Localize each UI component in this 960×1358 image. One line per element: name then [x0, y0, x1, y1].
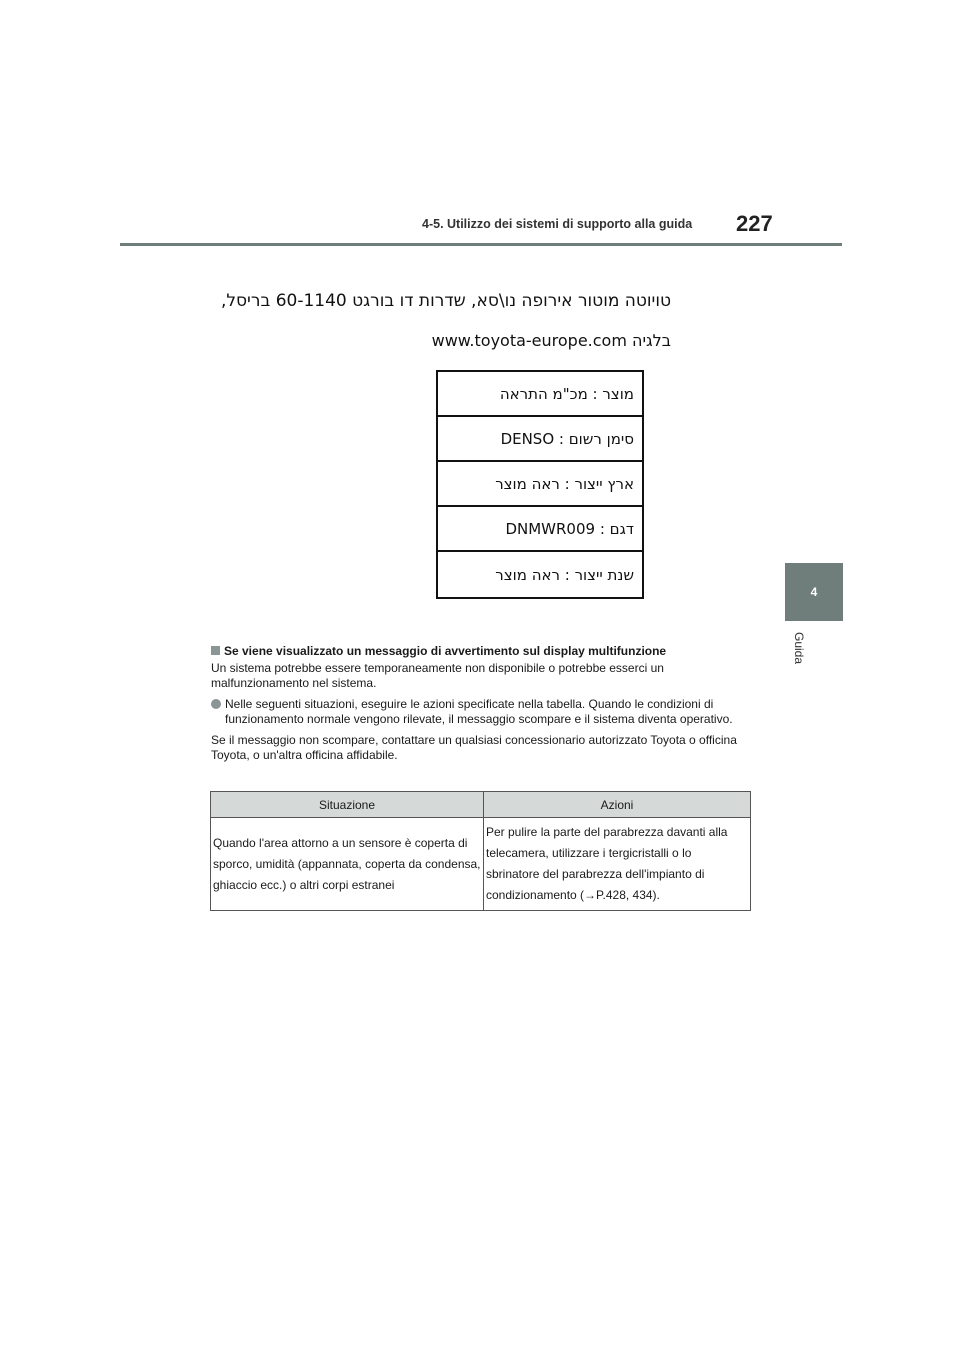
square-bullet-icon [211, 646, 220, 655]
bullet-text: Nelle seguenti situazioni, eseguire le azioni specificate nella tabella. Quando le condizioni di funzionamento normale vengono rilevate, il messaggio scompare e il sistema diventa operativo. [225, 697, 733, 726]
table-header-situation: Situazione [211, 792, 484, 818]
table-header-actions: Azioni [484, 792, 751, 818]
section-title: 4-5. Utilizzo dei sistemi di supporto alla guida [422, 217, 693, 231]
chapter-tab [785, 563, 843, 621]
table-header-row [211, 792, 751, 818]
circle-bullet-icon [211, 699, 221, 709]
label-row-model: דגם : DNMWR009 [438, 507, 642, 552]
certification-label-box [436, 370, 644, 599]
contact-paragraph: Se il messaggio non scompare, contattare un qualsiasi concessionario autorizzato Toyota o officina Toyota, o un'altra officina affidabile. [211, 733, 737, 762]
section-heading-text: Se viene visualizzato un messaggio di avvertimento sul display multifunzione [224, 644, 667, 658]
label-row-country: ארץ ייצור : ראה מוצר [438, 462, 642, 507]
chapter-label: Guida [792, 632, 806, 665]
header-divider [120, 243, 842, 246]
label-row-brand: סימן רשום : DENSO [438, 417, 642, 462]
main-content [211, 644, 756, 763]
table-row [211, 818, 751, 911]
bullet-item [211, 697, 756, 727]
hebrew-notice-line-2: בלגיה www.toyota-europe.com [431, 331, 671, 350]
label-row-year: שנת ייצור : ראה מוצר [495, 565, 634, 584]
section-heading [211, 644, 756, 659]
table-cell-situation: Quando l'area attorno a un sensore è coperta di sporco, umidità (appannata, coperta da condensa, ghiaccio ecc.) o altri corpi estranei [211, 818, 484, 911]
table-cell-action: Per pulire la parte del parabrezza davanti alla telecamera, utilizzare i tergicristalli o lo sbrinatore del parabrezza dell'impianto di condizionamento (→P.428, 434). [484, 818, 751, 911]
page-number: 227 [736, 211, 773, 236]
situation-actions-table [210, 791, 751, 911]
chapter-number: 4 [810, 585, 818, 599]
label-row-product: מוצר : מכ"מ התראה [438, 372, 642, 417]
hebrew-notice-line-1: טויוטה מוטור אירופה נו\סא, שדרות דו בורגט 60-1140 בריסל, [220, 291, 671, 311]
intro-paragraph: Un sistema potrebbe essere temporaneamente non disponibile o potrebbe esserci un malfunzionamento nel sistema. [211, 661, 664, 690]
